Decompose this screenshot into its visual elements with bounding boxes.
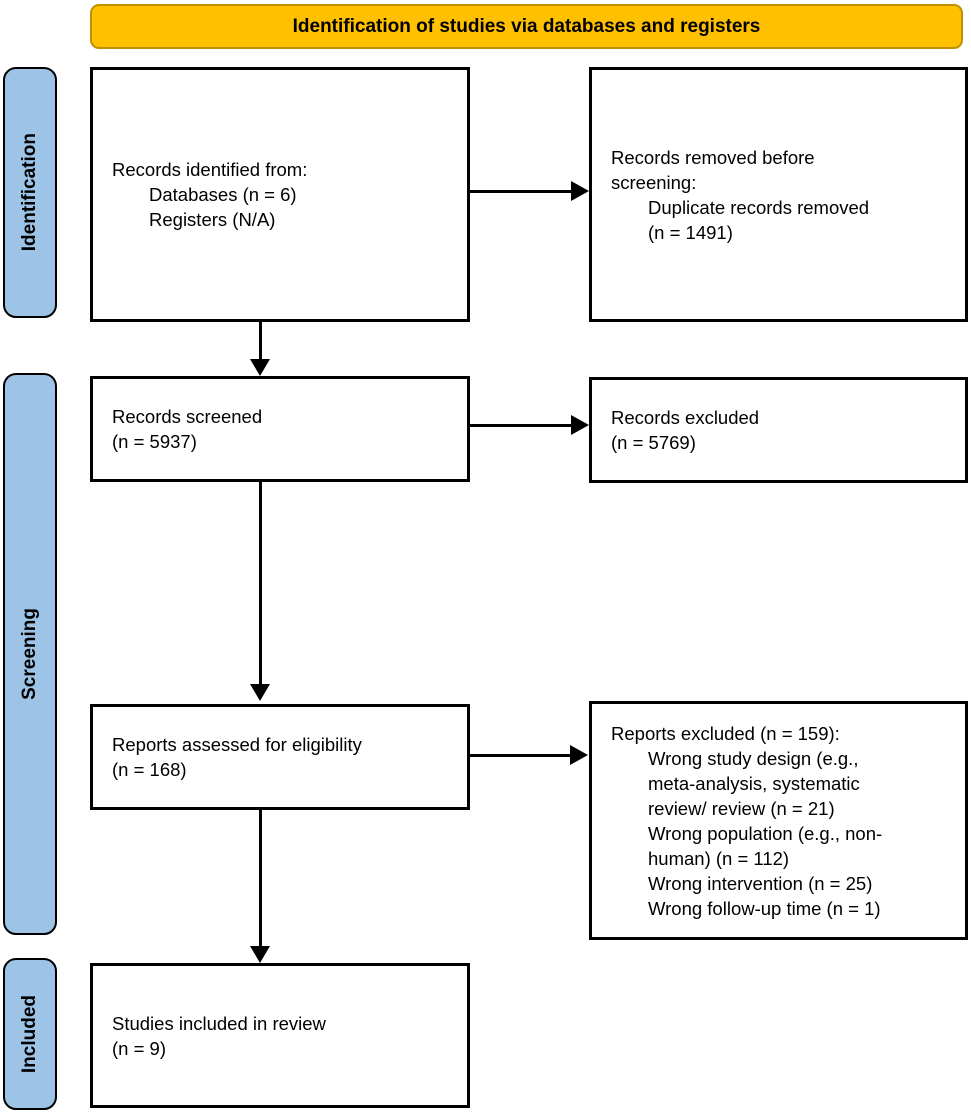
box-line: (n = 5937) <box>112 431 197 452</box>
stage-label-included-text: Included <box>19 994 40 1074</box>
stage-label-identification <box>3 67 57 318</box>
box-records-screened <box>90 376 470 482</box>
box-line: Studies included in review <box>112 1012 326 1034</box>
box-line: Wrong study design (e.g., <box>648 747 859 769</box>
right-arrow-icon <box>570 745 588 765</box>
right-arrow-screened-to-excluded-stem <box>470 424 572 427</box>
down-arrow-screened-to-assessed-stem <box>259 481 262 686</box>
right-arrow-assessed-to-excluded-stem <box>470 754 571 757</box>
right-arrow-identified-to-removed-stem <box>470 190 572 193</box>
diagram-title: Identification of studies via databases and registers <box>292 15 761 37</box>
box-line: (n = 168) <box>112 759 187 780</box>
box-line: meta-analysis, systematic <box>648 772 860 794</box>
box-records-identified <box>90 67 470 322</box>
box-line: (n = 5769) <box>611 432 696 453</box>
stage-label-screening <box>3 373 57 935</box>
box-records-excluded <box>589 377 968 483</box>
box-line: screening: <box>611 171 697 193</box>
box-line: Records removed before <box>611 146 815 168</box>
box-line: human) (n = 112) <box>648 847 790 869</box>
box-line: Databases (n = 6) <box>149 184 297 205</box>
diagram-title-banner <box>90 4 963 49</box>
right-arrow-icon <box>571 415 589 435</box>
down-arrow-icon <box>250 359 270 376</box>
box-line: (n = 9) <box>112 1037 166 1059</box>
box-studies-included <box>90 963 470 1108</box>
box-line: Wrong intervention (n = 25) <box>648 872 873 894</box>
box-reports-assessed <box>90 704 470 810</box>
box-line: Wrong population (e.g., non- <box>648 822 883 844</box>
down-arrow-icon <box>250 684 270 701</box>
box-line: Records excluded <box>611 407 760 428</box>
right-arrow-icon <box>571 181 589 201</box>
box-records-removed <box>589 67 968 322</box>
box-line: review/ review (n = 21) <box>648 797 835 819</box>
down-arrow-identified-to-screened-stem <box>259 322 262 361</box>
box-reports-excluded <box>589 701 968 940</box>
box-line: Wrong follow-up time (n = 1) <box>648 897 881 919</box>
down-arrow-assessed-to-included-stem <box>259 810 262 948</box>
box-line: Reports excluded (n = 159): <box>611 722 840 744</box>
box-line: Duplicate records removed <box>648 196 870 218</box>
stage-label-screening-text: Screening <box>19 608 40 700</box>
box-line: Reports assessed for eligibility <box>112 734 362 755</box>
box-line: (n = 1491) <box>648 221 733 243</box>
box-line: Registers (N/A) <box>149 209 276 230</box>
stage-label-included <box>3 958 57 1110</box>
stage-label-identification-text: Identification <box>19 133 40 252</box>
box-line: Records identified from: <box>112 159 308 180</box>
down-arrow-icon <box>250 946 270 963</box>
box-line: Records screened <box>112 406 263 427</box>
